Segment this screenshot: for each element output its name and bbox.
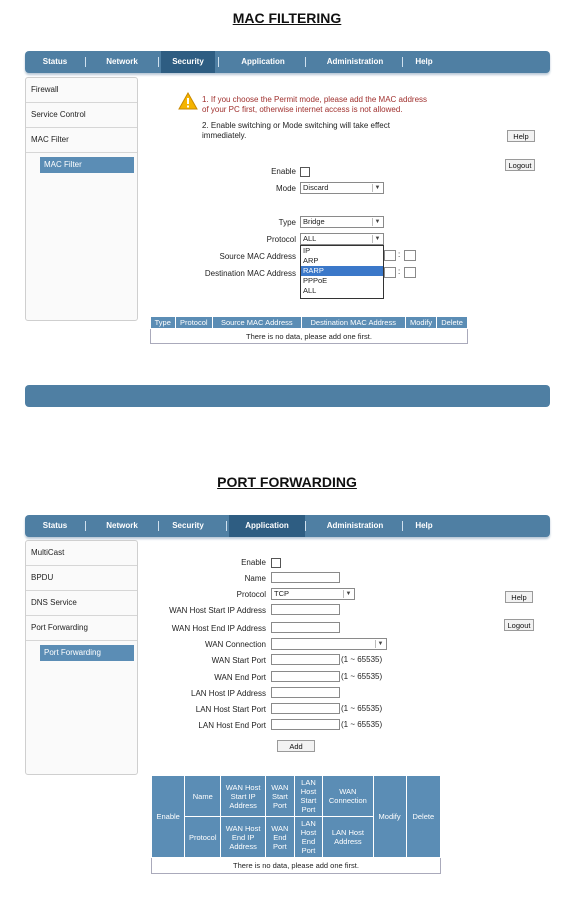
protocol-option-rarp[interactable]: RARP xyxy=(301,266,383,276)
sidebar-subitem-port-forwarding[interactable]: Port Forwarding xyxy=(40,645,134,661)
nav-status[interactable]: Status xyxy=(42,57,68,66)
nav-security[interactable]: Security xyxy=(161,51,215,73)
wan-start-port-label: WAN Start Port xyxy=(211,656,266,665)
nav-administration[interactable]: Administration xyxy=(326,57,384,66)
type-label: Type xyxy=(278,218,296,227)
help-button[interactable]: Help xyxy=(507,130,535,142)
pf-name-label: Name xyxy=(244,574,266,583)
chevron-down-icon: ▼ xyxy=(375,640,385,648)
th-type: Type xyxy=(151,317,176,329)
source-mac-label: Source MAC Address xyxy=(219,252,296,261)
mac-filtering-title: MAC FILTERING xyxy=(232,10,342,26)
th-delete: Delete xyxy=(406,776,440,858)
wan-start-port-range: (1 ~ 65535) xyxy=(341,655,383,664)
sidebar-subitem-mac-filter[interactable]: MAC Filter xyxy=(40,157,134,173)
lan-ip-label: LAN Host IP Address xyxy=(191,689,266,698)
th-wan-connection: WAN Connection xyxy=(323,776,373,817)
th-source-mac: Source MAC Address xyxy=(213,317,302,329)
lan-start-port-range: (1 ~ 65535) xyxy=(341,704,383,713)
chevron-down-icon: ▼ xyxy=(372,235,382,243)
mode-label: Mode xyxy=(275,184,296,193)
enable-label: Enable xyxy=(271,167,296,176)
th-modify: Modify xyxy=(373,776,406,858)
nav-administration[interactable]: Administration xyxy=(326,521,384,530)
wan-end-ip-input[interactable] xyxy=(271,622,340,633)
pf-enable-checkbox[interactable] xyxy=(271,558,281,568)
th-enable: Enable xyxy=(152,776,185,858)
protocol-option-all[interactable]: ALL xyxy=(303,286,317,295)
mac-navbar xyxy=(25,51,550,73)
sidebar-item-service-control[interactable]: Service Control xyxy=(26,103,137,128)
add-button[interactable]: Add xyxy=(277,740,315,752)
mac-filter-table xyxy=(150,316,468,344)
type-select[interactable] xyxy=(300,216,384,228)
th-wan-end-port: WAN End Port xyxy=(265,817,294,858)
th-protocol: Protocol xyxy=(185,817,221,858)
pf-enable-label: Enable xyxy=(241,558,266,567)
warning-icon xyxy=(178,92,198,110)
pf-sidebar xyxy=(25,540,138,775)
source-mac-octet[interactable] xyxy=(404,250,416,261)
th-name: Name xyxy=(185,776,221,817)
wan-start-ip-label: WAN Host Start IP Address xyxy=(169,606,266,615)
note-line1: 2. Enable switching or Mode switching will take effect xyxy=(202,121,390,130)
enable-checkbox[interactable] xyxy=(300,167,310,177)
port-forwarding-title: PORT FORWARDING xyxy=(217,474,357,490)
lan-end-port-label: LAN Host End Port xyxy=(198,721,266,730)
sidebar-item-mac-filter[interactable]: MAC Filter xyxy=(26,128,137,153)
logout-button[interactable]: Logout xyxy=(505,159,535,171)
mac-separator: : xyxy=(398,250,401,259)
th-lan-start-port: LAN Host Start Port xyxy=(294,776,322,817)
th-wan-end-ip: WAN Host End IP Address xyxy=(221,817,266,858)
nav-help[interactable]: Help xyxy=(415,57,433,66)
logout-button[interactable]: Logout xyxy=(504,619,534,631)
th-delete: Delete xyxy=(437,317,468,329)
warning-line2: of your PC first, otherwise internet access is not allowed. xyxy=(202,105,403,114)
th-wan-start-ip: WAN Host Start IP Address xyxy=(221,776,266,817)
lan-end-port-range: (1 ~ 65535) xyxy=(341,720,383,729)
source-mac-octet[interactable] xyxy=(384,250,396,261)
th-modify: Modify xyxy=(405,317,436,329)
sidebar-item-dns-service[interactable]: DNS Service xyxy=(26,591,137,616)
th-protocol: Protocol xyxy=(175,317,213,329)
protocol-option-pppoe[interactable]: PPPoE xyxy=(303,276,328,285)
lan-end-port-input[interactable] xyxy=(271,719,340,730)
wan-end-ip-label: WAN Host End IP Address xyxy=(171,624,266,633)
mac-separator: : xyxy=(398,267,401,276)
nav-status[interactable]: Status xyxy=(42,521,68,530)
port-forwarding-table xyxy=(151,775,441,874)
warning-line1: 1. If you choose the Permit mode, please add the MAC address xyxy=(202,95,428,104)
empty-table-message: There is no data, please add one first. xyxy=(151,329,468,344)
nav-network[interactable]: Network xyxy=(106,57,138,66)
empty-table-message: There is no data, please add one first. xyxy=(152,858,441,874)
nav-application[interactable]: Application xyxy=(241,57,285,66)
chevron-down-icon: ▼ xyxy=(343,590,353,598)
sidebar-item-bpdu[interactable]: BPDU xyxy=(26,566,137,591)
destination-mac-octet[interactable] xyxy=(404,267,416,278)
lan-start-port-input[interactable] xyxy=(271,703,340,714)
th-lan-end-port: LAN Host End Port xyxy=(294,817,322,858)
protocol-select[interactable] xyxy=(300,233,384,245)
th-destination-mac: Destination MAC Address xyxy=(301,317,405,329)
protocol-label: Protocol xyxy=(266,235,296,244)
chevron-down-icon: ▼ xyxy=(372,218,382,226)
chevron-down-icon: ▼ xyxy=(372,184,382,192)
note-line2: immediately. xyxy=(202,131,247,140)
pf-protocol-label: Protocol xyxy=(236,590,266,599)
mac-footer-bar xyxy=(25,385,550,407)
th-lan-host-address: LAN Host Address xyxy=(323,817,373,858)
destination-mac-octet[interactable] xyxy=(384,267,396,278)
wan-end-port-input[interactable] xyxy=(271,671,340,682)
destination-mac-label: Destination MAC Address xyxy=(204,269,296,278)
nav-help[interactable]: Help xyxy=(415,521,433,530)
wan-start-port-input[interactable] xyxy=(271,654,340,665)
mode-select[interactable] xyxy=(300,182,384,194)
pf-navbar xyxy=(25,515,550,537)
pf-name-input[interactable] xyxy=(271,572,340,583)
pf-protocol-select[interactable] xyxy=(271,588,355,600)
wan-end-port-label: WAN End Port xyxy=(214,673,266,682)
mac-sidebar xyxy=(25,77,138,321)
protocol-dropdown-list xyxy=(300,245,384,299)
lan-start-port-label: LAN Host Start Port xyxy=(195,705,266,714)
nav-network[interactable]: Network xyxy=(106,521,138,530)
wan-start-ip-input[interactable] xyxy=(271,604,340,615)
wan-connection-select[interactable] xyxy=(271,638,387,650)
wan-end-port-range: (1 ~ 65535) xyxy=(341,672,383,681)
protocol-option-ip[interactable]: IP xyxy=(303,246,311,255)
sidebar-item-port-forwarding[interactable]: Port Forwarding xyxy=(26,616,137,641)
pf-protocol-value: TCP xyxy=(274,589,289,598)
help-button[interactable]: Help xyxy=(505,591,533,603)
wan-connection-label: WAN Connection xyxy=(204,640,266,649)
type-value: Bridge xyxy=(303,217,325,226)
sidebar-item-firewall[interactable]: Firewall xyxy=(26,78,137,103)
nav-application[interactable]: Application xyxy=(229,515,305,537)
protocol-value: ALL xyxy=(303,234,317,243)
protocol-option-arp[interactable]: ARP xyxy=(303,256,319,265)
nav-security[interactable]: Security xyxy=(172,521,204,530)
mode-value: Discard xyxy=(303,183,329,192)
sidebar-item-multicast[interactable]: MultiCast xyxy=(26,541,137,566)
th-wan-start-port: WAN Start Port xyxy=(265,776,294,817)
lan-ip-input[interactable] xyxy=(271,687,340,698)
